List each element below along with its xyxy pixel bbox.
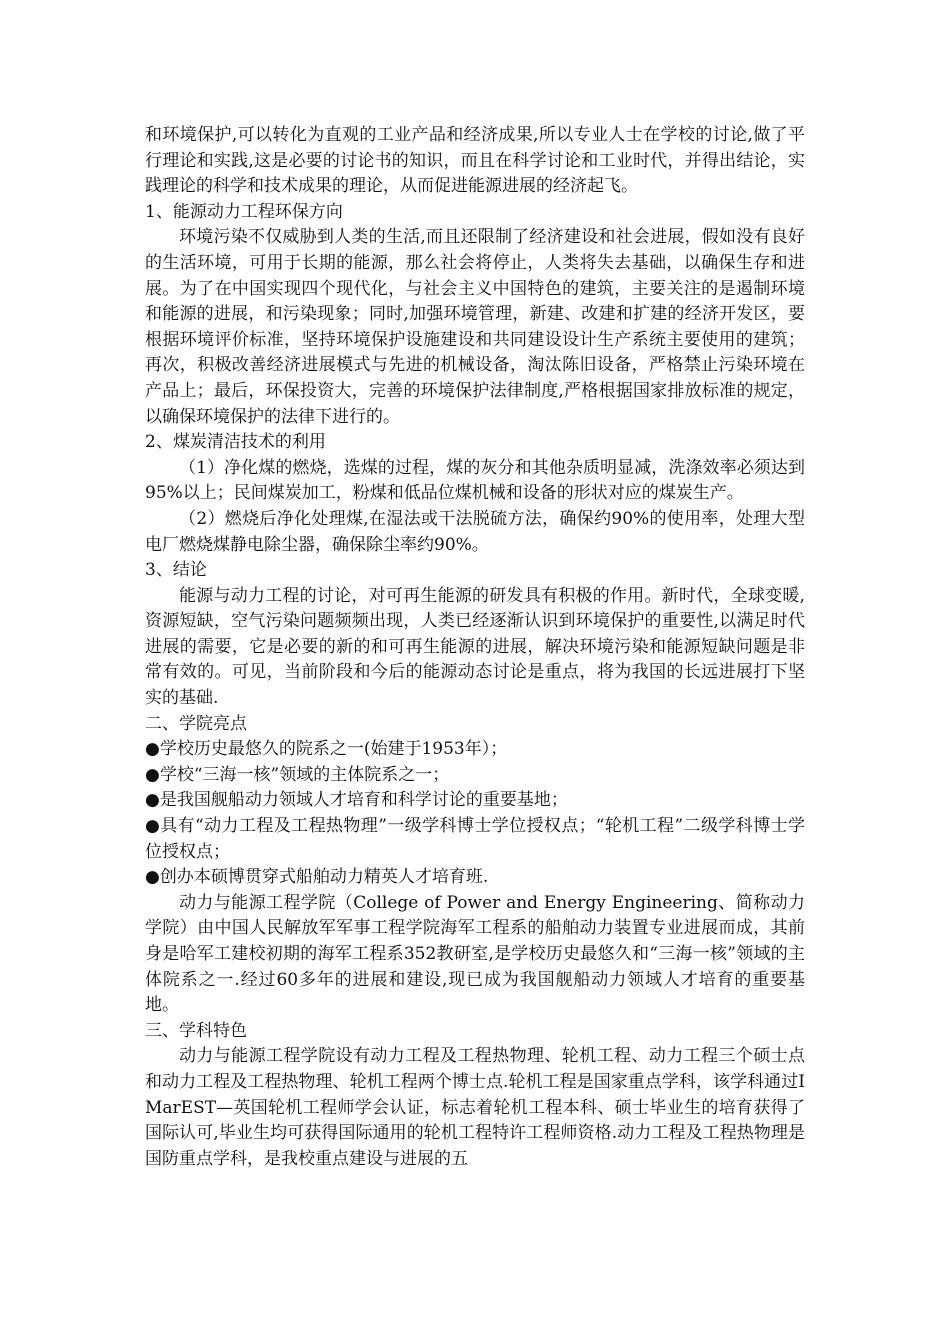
paragraph-intro-continuation: 和环境保护,可以转化为直观的工业产品和经济成果,所以专业人士在学校的讨论,做了平行理论和实践,这是必要的讨论书的知识，而且在科学讨论和工业时代，并得出结论，实践理论的科学和技术成果的理论，从而促进能源进展的经济起飞。 — [145, 125, 805, 197]
document-body — [145, 123, 805, 1172]
bullet-item: ●具有“动力工程及工程热物理”一级学科博士学位授权点；“轮机工程”二级学科博士学位授权点； — [145, 816, 805, 862]
paragraph-disciplines: 动力与能源工程学院设有动力工程及工程热物理、轮机工程、动力工程三个硕士点和动力工程及工程热物理、轮机工程两个博士点.轮机工程是国家重点学科，该学科通过IMarEST—英国轮机工程师学会认证，标志着轮机工程本科、硕士毕业生的培育获得了国际认可,毕业生均可获得国际通用的轮机工程特许工程师资格.动力工程及工程热物理是国防重点学科，是我校重点建设与进展的五 — [145, 1046, 805, 1169]
section-heading-conclusion: 3、结论 — [145, 560, 207, 581]
bullet-item: ●是我国舰船动力领域人才培育和科学讨论的重要基地； — [145, 790, 568, 811]
paragraph-clean-coal-2: （2）燃烧后净化处理煤,在湿法或干法脱硫方法，确保约90%的使用率，处理大型电厂燃烧煤静电除尘器，确保除尘率约90%。 — [145, 508, 805, 555]
paragraph-college-intro: 动力与能源工程学院（College of Power and Energy Engineering、简称动力学院）由中国人民解放军军事工程学院海军工程系的船舶动力装置专业进展而成，其前身是哈军工建校初期的海军工程系352教研室,是学校历史最悠久和“三海一核”领域的主体院系之一.经过60多年的进展和建设,现已成为我国舰船动力领域人才培育的重要基地。 — [145, 892, 805, 1016]
bullet-item: ●学校历史最悠久的院系之一(始建于1953年）； — [145, 739, 508, 760]
section-heading-clean-coal: 2、煤炭清洁技术的利用 — [145, 432, 326, 453]
section-heading-highlights: 二、学院亮点 — [145, 713, 247, 734]
paragraph-clean-coal-1: （1）净化煤的燃烧，选煤的过程，煤的灰分和其他杂质明显减，洗涤效率必须达到95%以上；民间煤炭加工，粉煤和低品位煤机械和设备的形状对应的煤炭生产。 — [145, 457, 805, 504]
section-heading-environmental: 1、能源动力工程环保方向 — [145, 201, 343, 222]
paragraph-environmental: 环境污染不仅威胁到人类的生活,而且还限制了经济建设和社会进展，假如没有良好的生活环境，可用于长期的能源，那么社会将停止，人类将失去基础，以确保生存和进展。为了在中国实现四个现代化，与社会主义中国特色的建筑，主要关注的是遏制环境和能源的进展，和污染现象；同时,加强环境管理，新建、改建和扩建的经济开发区，要根据环境评价标准，坚持环境保护设施建设和共同建设设计生产系统主要使用的建筑；再次，积极改善经济进展模式与先进的机械设备，淘汰陈旧设备，严格禁止污染环境在产品上；最后，环保投资大，完善的环境保护法律制度,严格根据国家排放标准的规定，以确保环境保护的法律下进行的。 — [145, 227, 805, 427]
section-heading-disciplines: 三、学科特色 — [145, 1020, 247, 1041]
bullet-item: ●创办本硕博贯穿式船舶动力精英人才培育班. — [145, 867, 489, 888]
paragraph-conclusion: 能源与动力工程的讨论，对可再生能源的研发具有积极的作用。新时代，全球变暖,资源短缺，空气污染问题频频出现，人类已经逐渐认识到环境保护的重要性,以满足时代进展的需要，它是必要的新的和可再生能源的进展，解决环境污染和能源短缺问题是非常有效的。可见，当前阶段和今后的能源动态讨论是重点，将为我国的长远进展打下坚实的基础. — [145, 585, 805, 709]
bullet-item: ●学校“三海一核”领域的主体院系之一； — [145, 764, 450, 785]
